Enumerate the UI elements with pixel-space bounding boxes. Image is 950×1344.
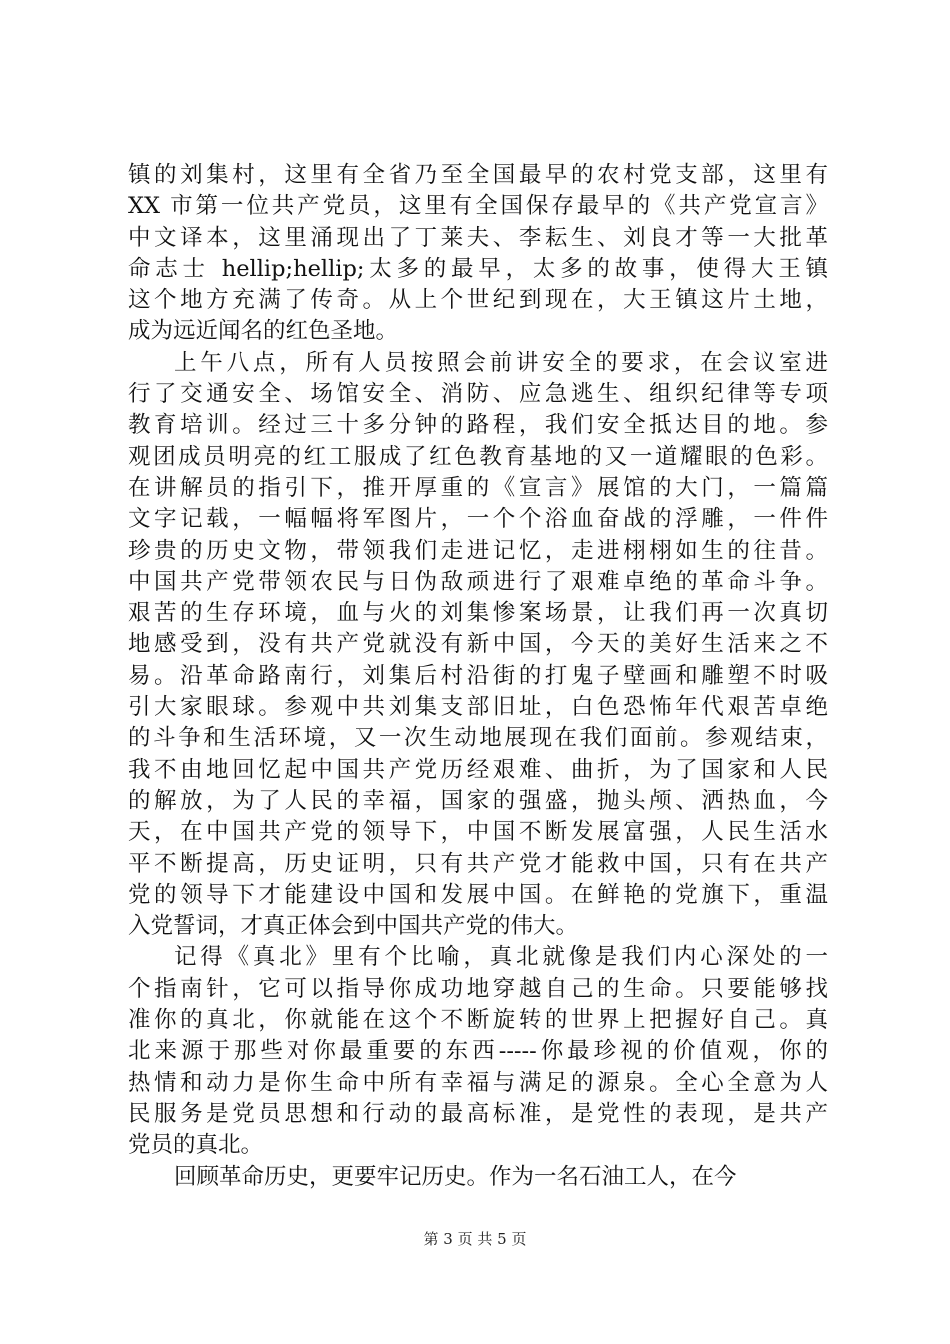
text-line: 民服务是党员思想和行动的最高标准，是党性的表现，是共产 [128, 1100, 828, 1127]
text-line: 准你的真北，你就能在这个不断旋转的世界上把握好自己。真 [128, 1007, 828, 1034]
text-line: 党的领导下才能建设中国和发展中国。在鲜艳的党旗下，重温 [128, 881, 828, 908]
text-line: 入党誓词，才真正体会到中国共产党的伟大。 [128, 913, 579, 940]
paragraph [128, 1162, 828, 1193]
paragraph [128, 160, 828, 348]
text-line: XX 市第一位共产党员，这里有全国保存最早的《共产党宣言》 [128, 193, 828, 220]
text-line: 易。沿革命路南行，刘集后村沿街的打鬼子壁画和雕塑不时吸 [128, 662, 828, 689]
text-line: 回顾革命历史，更要牢记历史。作为一名石油工人，在今 [174, 1163, 737, 1190]
text-line: 引大家眼球。参观中共刘集支部旧址，白色恐怖年代艰苦卓绝 [128, 694, 828, 721]
text-line: 的解放，为了人民的幸福，国家的强盛，抛头颅、洒热血，今 [128, 787, 828, 814]
text-line: 的斗争和生活环境，又一次生动地展现在我们面前。参观结束， [128, 725, 828, 752]
document-body [128, 160, 828, 1193]
text-line: 天，在中国共产党的领导下，中国不断发展富强，人民生活水 [128, 819, 828, 846]
text-line: 热情和动力是你生命中所有幸福与满足的源泉。全心全意为人 [128, 1069, 828, 1096]
text-line: 文字记载，一幅幅将军图片，一个个浴血奋战的浮雕，一件件 [128, 506, 828, 533]
paragraph [128, 942, 828, 1161]
text-line: 教育培训。经过三十多分钟的路程，我们安全抵达目的地。参 [128, 412, 828, 439]
page-number-footer: 第 3 页 共 5 页 [423, 1230, 527, 1248]
text-line: 命志士 hellip;hellip;太多的最早，太多的故事，使得大王镇 [128, 255, 828, 282]
text-line: 这个地方充满了传奇。从上个世纪到现在，大王镇这片土地， [128, 287, 828, 314]
text-line: 中国共产党带领农民与日伪敌顽进行了艰难卓绝的革命斗争。 [128, 568, 828, 595]
text-line: 我不由地回忆起中国共产党历经艰难、曲折，为了国家和人民 [128, 756, 828, 783]
text-line: 上午八点，所有人员按照会前讲安全的要求，在会议室进 [174, 349, 828, 376]
text-line: 平不断提高，历史证明，只有共产党才能救中国，只有在共产 [128, 850, 828, 877]
text-line: 个指南针，它可以指导你成功地穿越自己的生命。只要能够找 [128, 975, 828, 1002]
text-line: 记得《真北》里有个比喻，真北就像是我们内心深处的一 [174, 944, 828, 971]
paragraph [128, 348, 828, 943]
text-line: 地感受到，没有共产党就没有新中国，今天的美好生活来之不 [128, 631, 828, 658]
text-line: 在讲解员的指引下，推开厚重的《宣言》展馆的大门，一篇篇 [128, 474, 828, 501]
text-line: 北来源于那些对你最重要的东西-----你最珍视的价值观，你的 [128, 1038, 828, 1065]
text-line: 行了交通安全、场馆安全、消防、应急逃生、组织纪律等专项 [128, 381, 828, 408]
text-line: 珍贵的历史文物，带领我们走进记忆，走进栩栩如生的往昔。 [128, 537, 828, 564]
text-line: 成为远近闻名的红色圣地。 [128, 318, 399, 345]
text-line: 艰苦的生存环境，血与火的刘集惨案场景，让我们再一次真切 [128, 600, 828, 627]
text-line: 中文译本，这里涌现出了丁莱夫、李耘生、刘良才等一大批革 [128, 224, 828, 251]
text-line: 党员的真北。 [128, 1132, 264, 1159]
text-line: 镇的刘集村，这里有全省乃至全国最早的农村党支部，这里有 [128, 162, 828, 188]
text-line: 观团成员明亮的红工服成了红色教育基地的又一道耀眼的色彩。 [128, 443, 828, 470]
